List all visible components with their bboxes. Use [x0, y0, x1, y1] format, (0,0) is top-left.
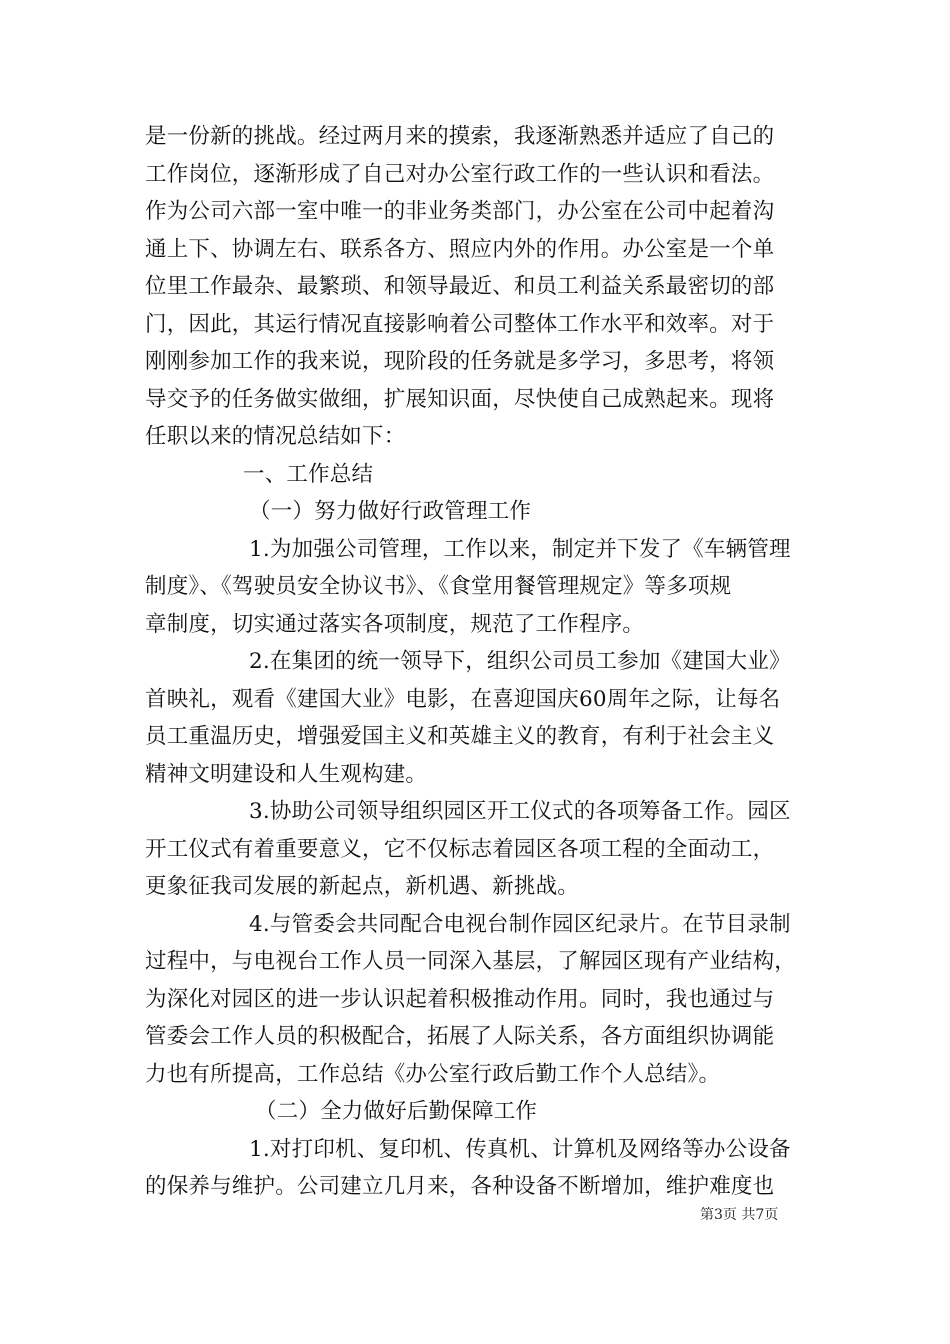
text-line: 管委会工作人员的积极配合，拓展了人际关系，各方面组织协调能	[145, 1024, 775, 1049]
text-line: 力也有所提高，工作总结《办公室行政后勤工作个人总结》。	[145, 1061, 721, 1087]
subsection-heading: （一）努力做好行政管理工作	[249, 499, 532, 524]
text-line: 更象征我司发展的新起点，新机遇、新挑战。	[145, 874, 580, 899]
text-line: 章制度，切实通过落实各项制度，规范了工作程序。	[145, 611, 645, 637]
text-line: 导交予的任务做实做细，扩展知识面，尽快使自己成熟起来。现将	[145, 386, 775, 412]
text-line: 门，因此，其运行情况直接影响着公司整体工作水平和效率。对于	[145, 311, 775, 337]
text-line: 1.为加强公司管理，工作以来，制定并下发了《车辆管理	[249, 536, 791, 562]
text-line: 的保养与维护。公司建立几月来，各种设备不断增加，维护难度也	[145, 1174, 775, 1199]
text-line: 作为公司六部一室中唯一的非业务类部门，办公室在公司中起着沟	[145, 199, 775, 224]
text-line: 员工重温历史，增强爱国主义和英雄主义的教育，有利于社会主义	[145, 724, 775, 749]
text-line: 为深化对园区的进一步认识起着积极推动作用。同时，我也通过与	[145, 986, 775, 1012]
section-heading: 一、工作总结	[243, 461, 374, 487]
text-line: 是一份新的挑战。经过两月来的摸索，我逐渐熟悉并适应了自己的	[145, 124, 775, 149]
text-line: 过程中，与电视台工作人员一同深入基层，了解园区现有产业结构，	[145, 949, 797, 974]
text-line: 任职以来的情况总结如下：	[145, 424, 406, 449]
text-line: 开工仪式有着重要意义，它不仅标志着园区各项工程的全面动工，	[145, 836, 775, 862]
text-line: 4.与管委会共同配合电视台制作园区纪录片。在节目录制	[249, 911, 791, 937]
text-line: 制度》、《驾驶员安全协议书》、《食堂用餐管理规定》等多项规	[145, 574, 732, 599]
text-line: 工作岗位，逐渐形成了自己对办公室行政工作的一些认识和看法。	[145, 161, 775, 187]
text-line: 通上下、协调左右、联系各方、照应内外的作用。办公室是一个单	[145, 236, 775, 262]
subsection-heading: （二）全力做好后勤保障工作	[255, 1099, 538, 1124]
text-line: 刚刚参加工作的我来说，现阶段的任务就是多学习，多思考，将领	[145, 349, 775, 374]
text-line: 精神文明建设和人生观构建。	[145, 761, 428, 787]
text-line: 2.在集团的统一领导下，组织公司员工参加《建国大业》	[249, 649, 791, 674]
body-text	[145, 118, 815, 1206]
text-line: 首映礼，观看《建国大业》电影，在喜迎国庆60周年之际，让每名	[145, 686, 781, 712]
text-line: 3.协助公司领导组织园区开工仪式的各项筹备工作。园区	[249, 799, 791, 824]
page-number-footer: 第3页 共7页	[700, 1207, 779, 1223]
text-line: 位里工作最杂、最繁琐、和领导最近、和员工利益关系最密切的部	[145, 274, 775, 299]
text-line: 1.对打印机、复印机、传真机、计算机及网络等办公设备	[249, 1136, 791, 1162]
